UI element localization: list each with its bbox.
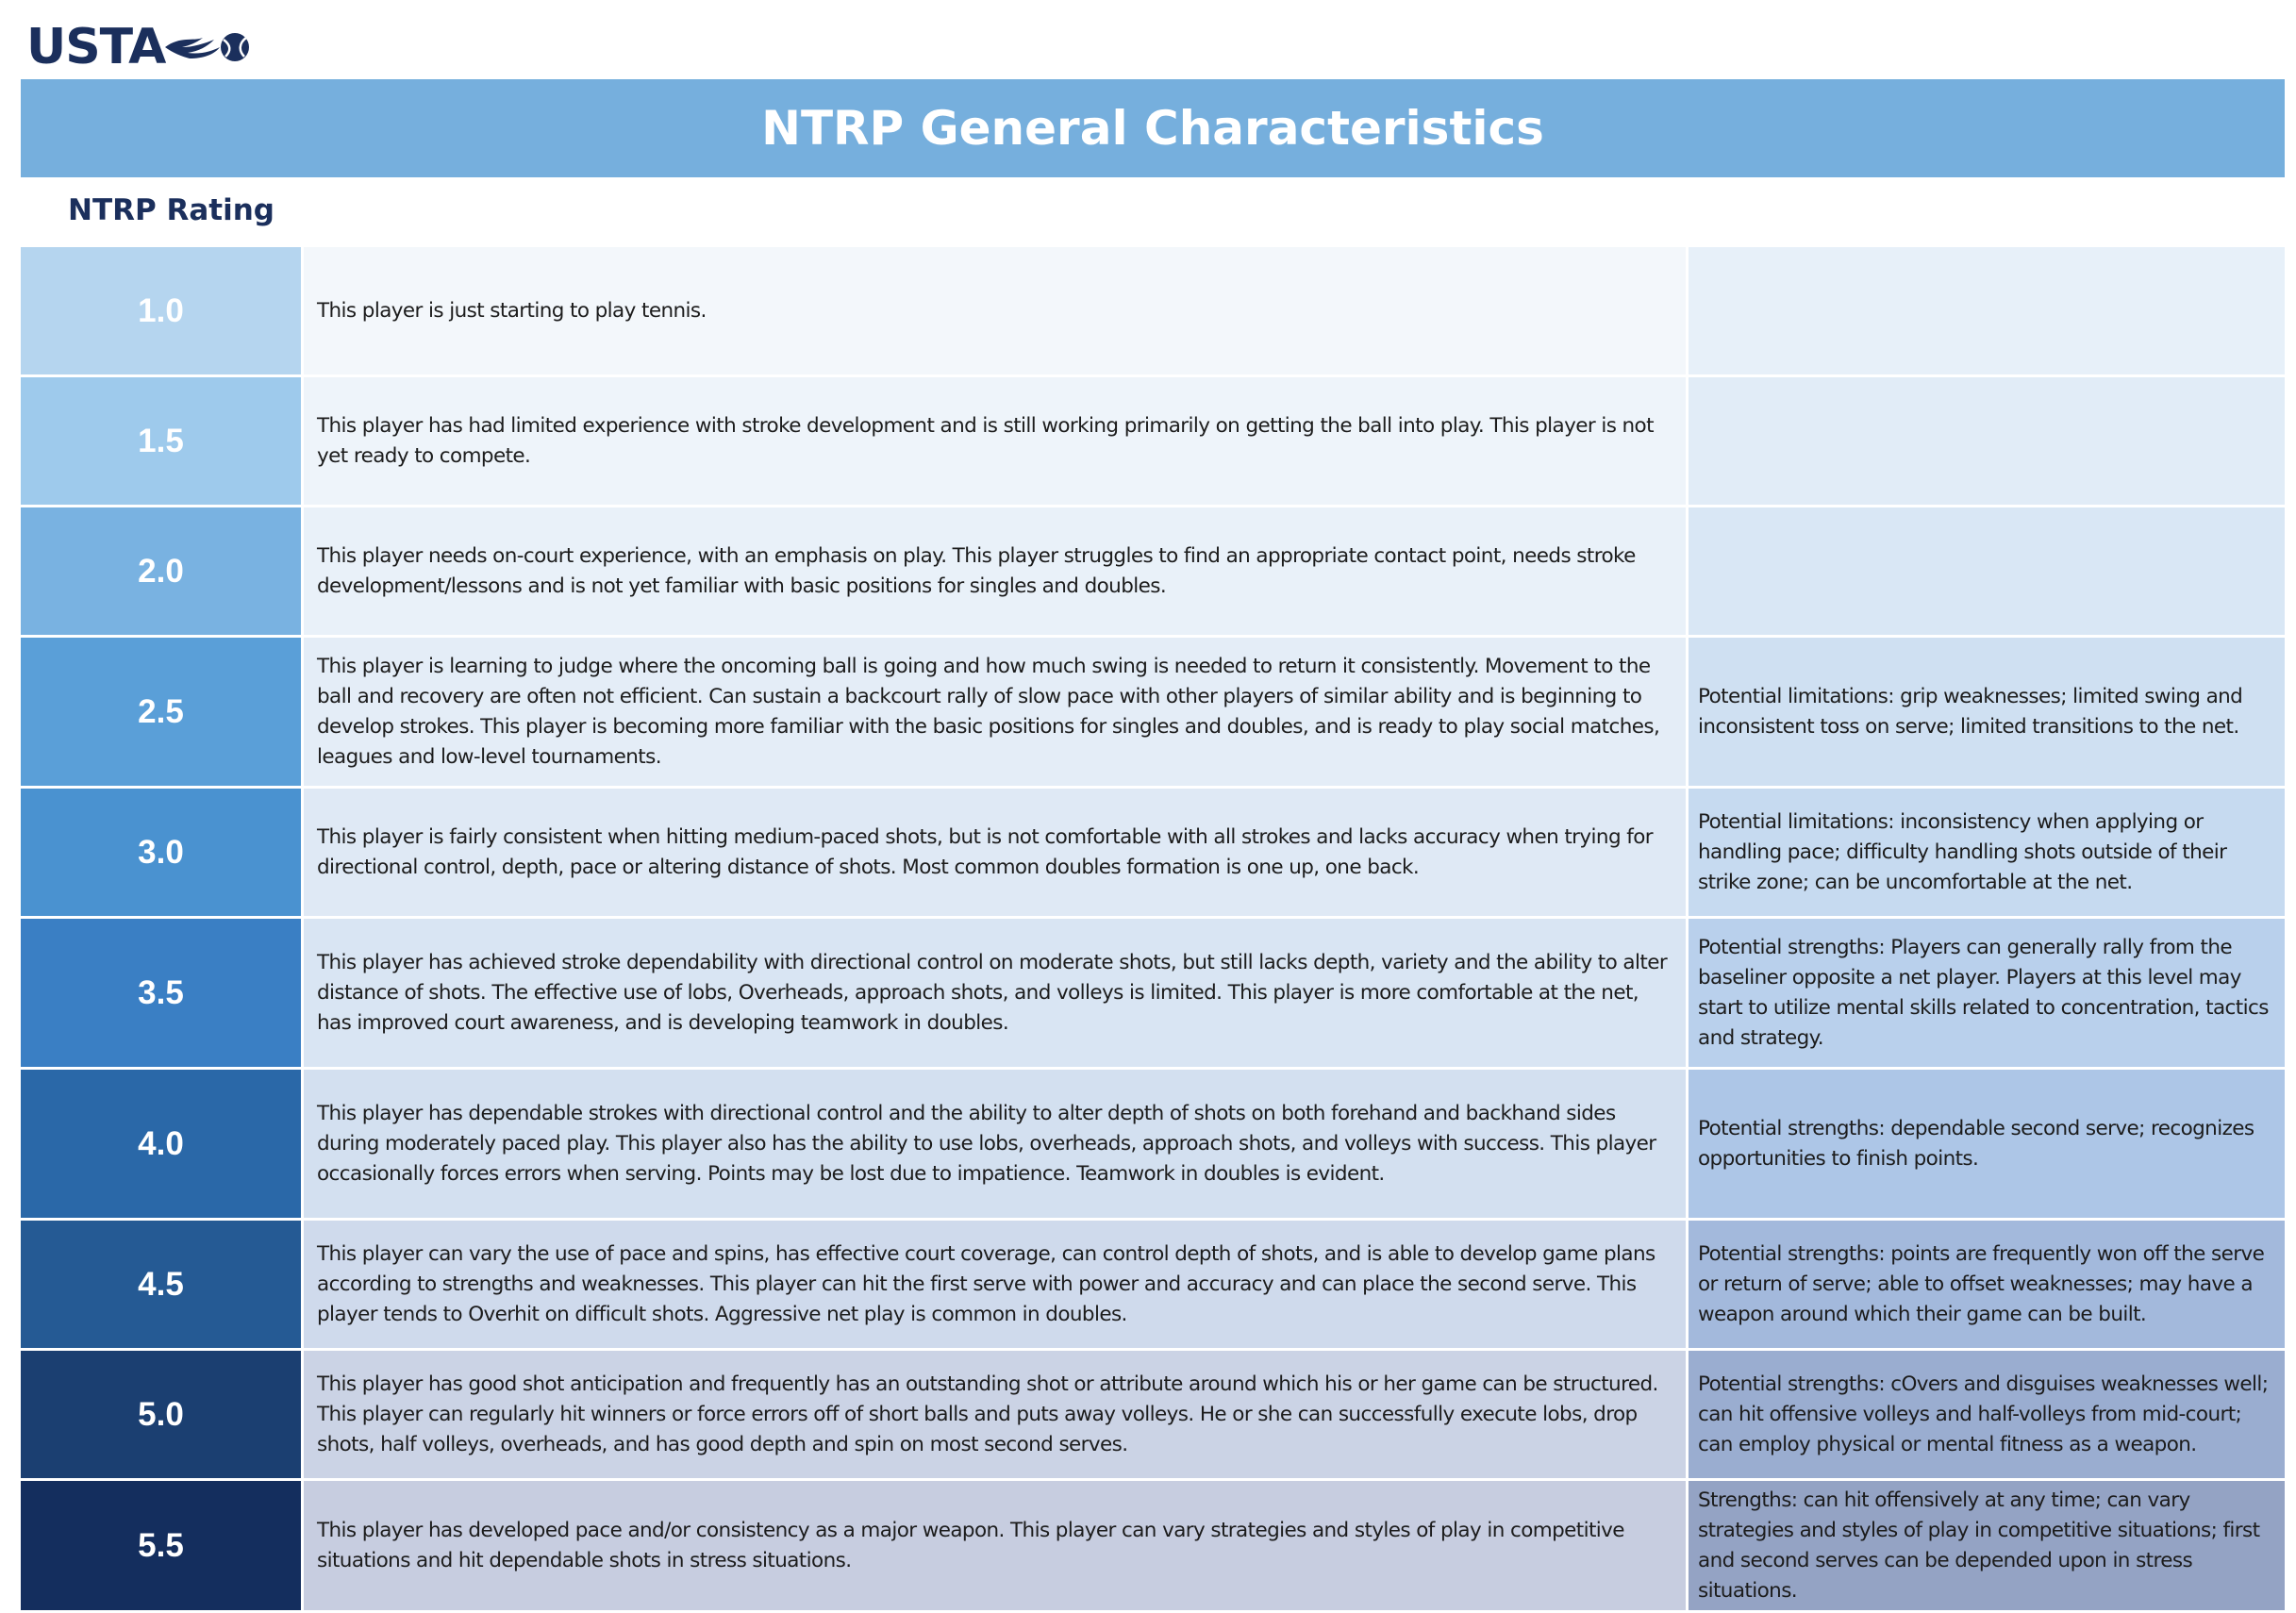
rating-cell: 4.5 [21, 1221, 304, 1351]
description-cell [304, 919, 1689, 1070]
description-cell [304, 1481, 1689, 1613]
description-cell [304, 1221, 1689, 1351]
note-text: Strengths: can hit offensively at any time; can vary strategies and styles of play in competitive situations; first and second serves can be depended upon in stress situations. [1698, 1488, 2260, 1603]
usta-logo [26, 19, 256, 75]
note-text: Potential limitations: grip weaknesses; limited swing and inconsistent toss on serve; limited transitions to the net. [1698, 684, 2243, 739]
description-cell [304, 638, 1689, 789]
note-text: Potential strengths: points are frequently won off the serve or return of serve; able to offset weaknesses; may have a weapon around which their game can be built. [1698, 1241, 2265, 1326]
rating-cell: 4.0 [21, 1070, 304, 1221]
table-row [21, 919, 2285, 1070]
rating-cell: 5.0 [21, 1351, 304, 1481]
note-cell [1689, 1481, 2285, 1613]
description-cell [304, 507, 1689, 638]
rating-cell: 5.5 [21, 1481, 304, 1613]
logo-wordmark: USTA [26, 19, 166, 75]
table-row [21, 507, 2285, 638]
note-cell [1689, 377, 2285, 507]
description-text: This player has developed pace and/or consistency as a major weapon. This player can vary strategies and styles of play in competitive situations and hit dependable shots in stress situations. [317, 1518, 1624, 1572]
description-cell [304, 247, 1689, 377]
description-cell [304, 377, 1689, 507]
title-banner [21, 79, 2285, 177]
description-text: This player has had limited experience with stroke development and is still working primarily on getting the ball into play. This player is not yet ready to compete. [317, 413, 1654, 468]
description-text: This player is just starting to play tennis. [317, 298, 707, 323]
table-row [21, 638, 2285, 789]
rating-cell: 2.0 [21, 507, 304, 638]
note-cell [1689, 638, 2285, 789]
description-text: This player has good shot anticipation and frequently has an outstanding shot or attribute around which his or her game can be structured. This player can regularly hit winners or force errors off of short balls and puts away volleys. He or she can successfully execute lobs, drop shots, half volleys, overheads, and has good depth and spin on most second serves. [317, 1372, 1658, 1456]
ntrp-table [21, 247, 2285, 1613]
rating-cell: 1.0 [21, 247, 304, 377]
table-row [21, 1481, 2285, 1613]
note-cell [1689, 1351, 2285, 1481]
rating-cell: 2.5 [21, 638, 304, 789]
table-row [21, 1351, 2285, 1481]
note-text: Potential strengths: dependable second serve; recognizes opportunities to finish points. [1698, 1116, 2254, 1171]
note-cell [1689, 247, 2285, 377]
note-text: Potential strengths: cOvers and disguises weaknesses well; can hit offensive volleys and half-volleys from mid-court; can employ physical or mental fitness as a weapon. [1698, 1372, 2269, 1456]
description-cell [304, 789, 1689, 919]
table-row [21, 1221, 2285, 1351]
tennis-ball-flame-icon [161, 26, 256, 68]
description-text: This player is fairly consistent when hitting medium-paced shots, but is not comfortable with all strokes and lacks accuracy when trying for directional control, depth, pace or altering distance of shots. Most common doubles formation is one up, one back. [317, 824, 1653, 879]
description-text: This player has dependable strokes with directional control and the ability to alter depth of shots on both forehand and backhand sides during moderately paced play. This player also has the ability to use lobs, overheads, approach shots, and volleys with success. This player occasionally forces errors when serving. Points may be lost due to impatience. Teamwork in doubles is evident. [317, 1101, 1656, 1186]
page-title: NTRP General Characteristics [761, 101, 1544, 156]
table-row [21, 377, 2285, 507]
rating-column-heading: NTRP Rating [68, 193, 275, 227]
table-row [21, 1070, 2285, 1221]
note-cell [1689, 1221, 2285, 1351]
note-text: Potential strengths: Players can generally rally from the baseliner opposite a net player. Players at this level may start to utilize mental skills related to concentration, tactics and strategy. [1698, 935, 2269, 1050]
note-cell [1689, 507, 2285, 638]
note-cell [1689, 1070, 2285, 1221]
note-cell [1689, 789, 2285, 919]
description-cell [304, 1351, 1689, 1481]
rating-cell: 3.5 [21, 919, 304, 1070]
rating-cell: 1.5 [21, 377, 304, 507]
description-text: This player can vary the use of pace and spins, has effective court coverage, can control depth of shots, and is able to develop game plans according to strengths and weaknesses. This player can hit the first serve with power and accuracy and can place the second serve. This player tends to Overhit on difficult shots. Aggressive net play is common in doubles. [317, 1241, 1655, 1326]
rating-cell: 3.0 [21, 789, 304, 919]
table-row [21, 247, 2285, 377]
note-cell [1689, 919, 2285, 1070]
description-text: This player has achieved stroke dependability with directional control on moderate shots, but still lacks depth, variety and the ability to alter distance of shots. The effective use of lobs, Overheads, approach shots, and volleys is limited. This player is more comfortable at the net, has improved court awareness, and is developing teamwork in doubles. [317, 950, 1668, 1035]
description-text: This player needs on-court experience, with an emphasis on play. This player struggles to find an appropriate contact point, needs stroke development/lessons and is not yet familiar with basic positions for singles and doubles. [317, 543, 1636, 598]
description-text: This player is learning to judge where the oncoming ball is going and how much swing is needed to return it consistently. Movement to the ball and recovery are often not efficient. Can sustain a backcourt rally of slow pace with other players of similar ability and is beginning to develop strokes. This player is becoming more familiar with the basic positions for singles and doubles, and is ready to play social matches, leagues and low-level tournaments. [317, 654, 1660, 769]
table-row [21, 789, 2285, 919]
description-cell [304, 1070, 1689, 1221]
note-text: Potential limitations: inconsistency when applying or handling pace; difficulty handling shots outside of their strike zone; can be uncomfortable at the net. [1698, 809, 2227, 894]
